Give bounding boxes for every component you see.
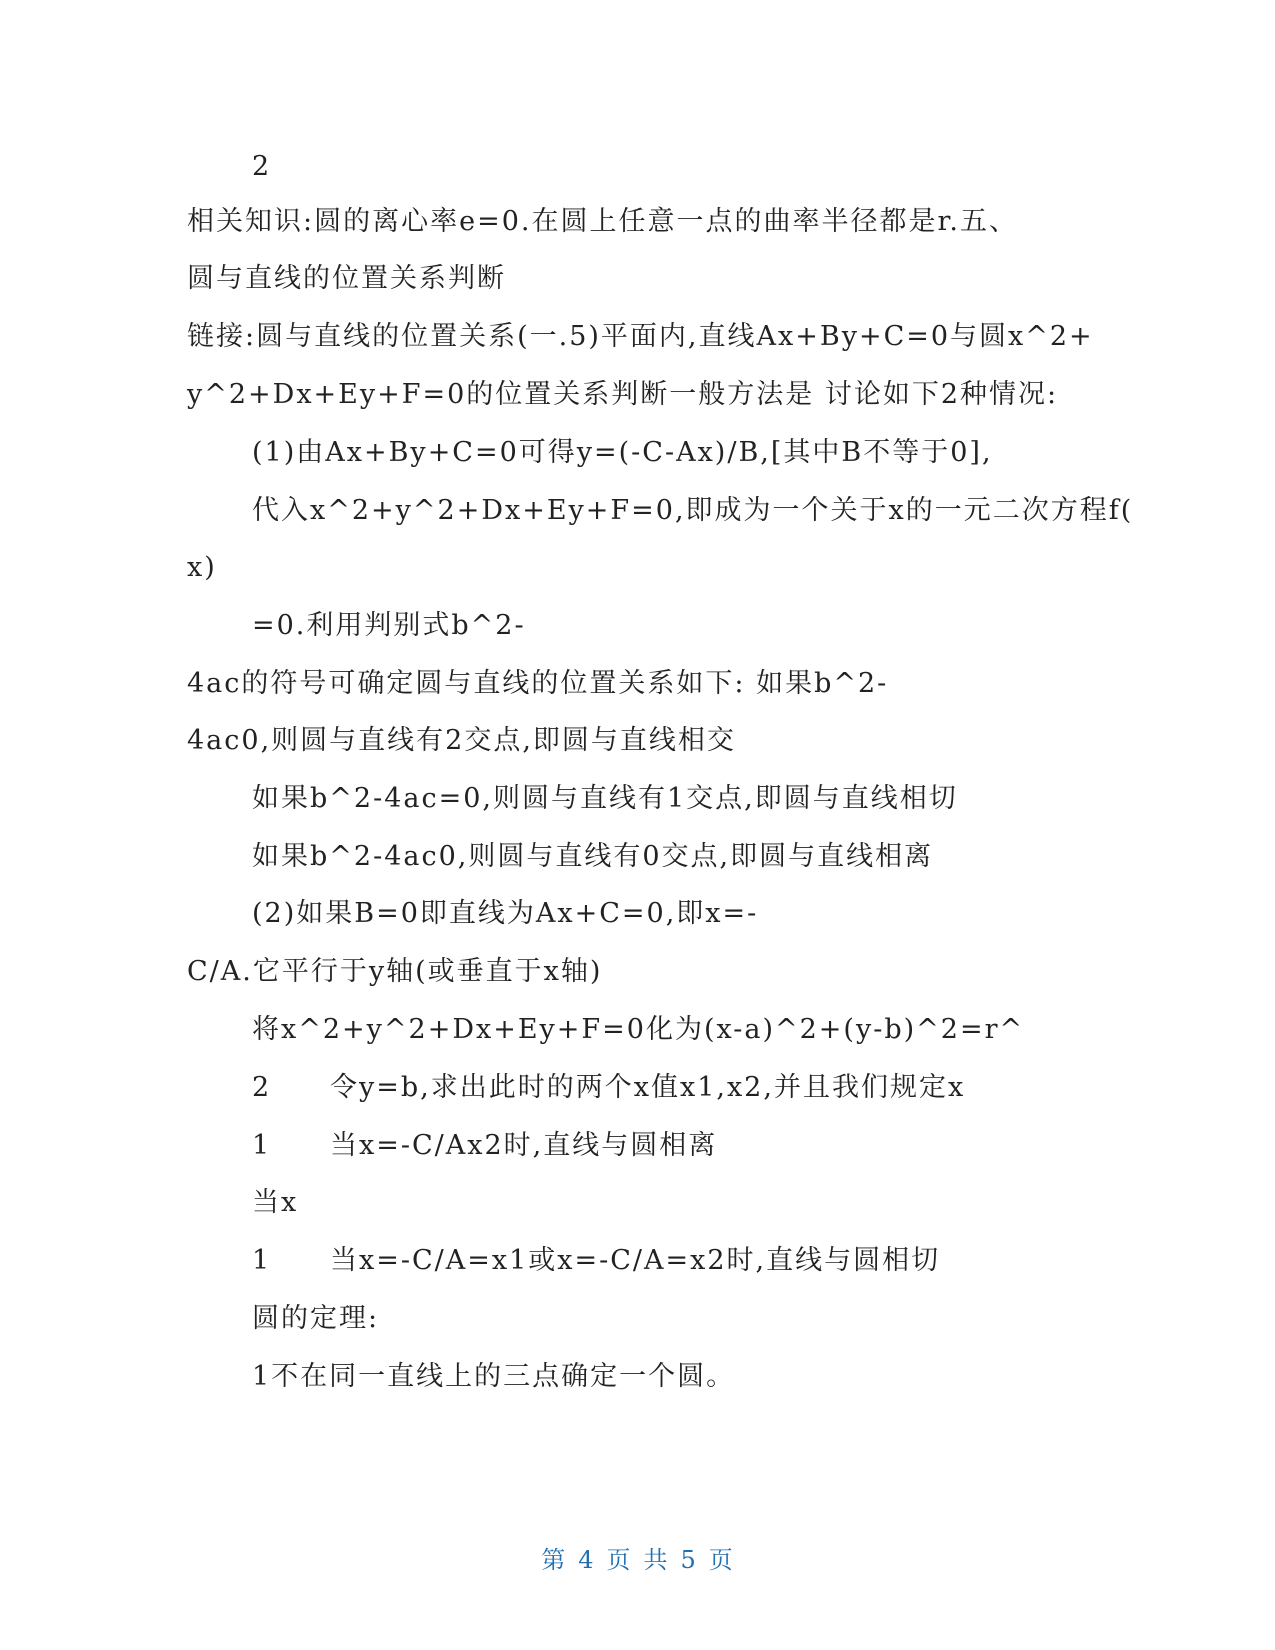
text-line: (1)由Ax+By+C=0可得y=(-C-Ax)/B,[其中B不等于0], <box>252 437 993 468</box>
footer-label: 页 <box>606 1546 632 1574</box>
text-line: 4ac的符号可确定圆与直线的位置关系如下: 如果b^2- <box>187 668 889 699</box>
text-line: 2 <box>252 151 272 182</box>
text-line: =0.利用判别式b^2- <box>252 610 526 641</box>
text-line: (2)如果B=0即直线为Ax+C=0,即x=- <box>252 898 759 929</box>
text-line: 将x^2+y^2+Dx+Ey+F=0化为(x-a)^2+(y-b)^2=r^ <box>252 1014 1025 1045</box>
text-line: C/A.它平行于y轴(或垂直于x轴) <box>187 956 603 987</box>
text-line: y^2+Dx+Ey+F=0的位置关系判断一般方法是 讨论如下2种情况: <box>187 379 1059 410</box>
text-line: 4ac0,则圆与直线有2交点,即圆与直线相交 <box>187 725 736 756</box>
page-footer <box>0 1545 1275 1575</box>
text-line: 1不在同一直线上的三点确定一个圆。 <box>252 1361 736 1392</box>
text-line: 相关知识:圆的离心率e=0.在圆上任意一点的曲率半径都是r.五、 <box>187 206 1018 237</box>
line-number: 2 <box>252 1072 270 1103</box>
line-text: 令y=b,求出此时的两个x值x1,x2,并且我们规定x <box>330 1072 966 1103</box>
total-page-number: 5 <box>680 1546 697 1574</box>
text-line: 链接:圆与直线的位置关系(一.5)平面内,直线Ax+By+C=0与圆x^2+ <box>187 321 1094 352</box>
line-number: 1 <box>252 1245 270 1276</box>
text-line: 如果b^2-4ac=0,则圆与直线有1交点,即圆与直线相切 <box>252 783 958 814</box>
text-line: 圆的定理: <box>252 1303 380 1334</box>
footer-label: 页 <box>708 1546 734 1574</box>
text-line: 圆与直线的位置关系判断 <box>187 263 506 294</box>
footer-label: 共 <box>643 1546 669 1574</box>
line-text: 当x=-C/A=x1或x=-C/A=x2时,直线与圆相切 <box>330 1245 941 1276</box>
text-line: 代入x^2+y^2+Dx+Ey+F=0,即成为一个关于x的一元二次方程f( <box>252 495 1134 526</box>
line-text: 当x=-C/Ax2时,直线与圆相离 <box>330 1130 718 1161</box>
text-line: 当x <box>252 1187 299 1218</box>
current-page-number: 4 <box>578 1546 595 1574</box>
text-line: x) <box>187 552 217 583</box>
text-line: 如果b^2-4ac0,则圆与直线有0交点,即圆与直线相离 <box>252 841 934 872</box>
line-number: 1 <box>252 1130 270 1161</box>
footer-label: 第 <box>541 1546 567 1574</box>
